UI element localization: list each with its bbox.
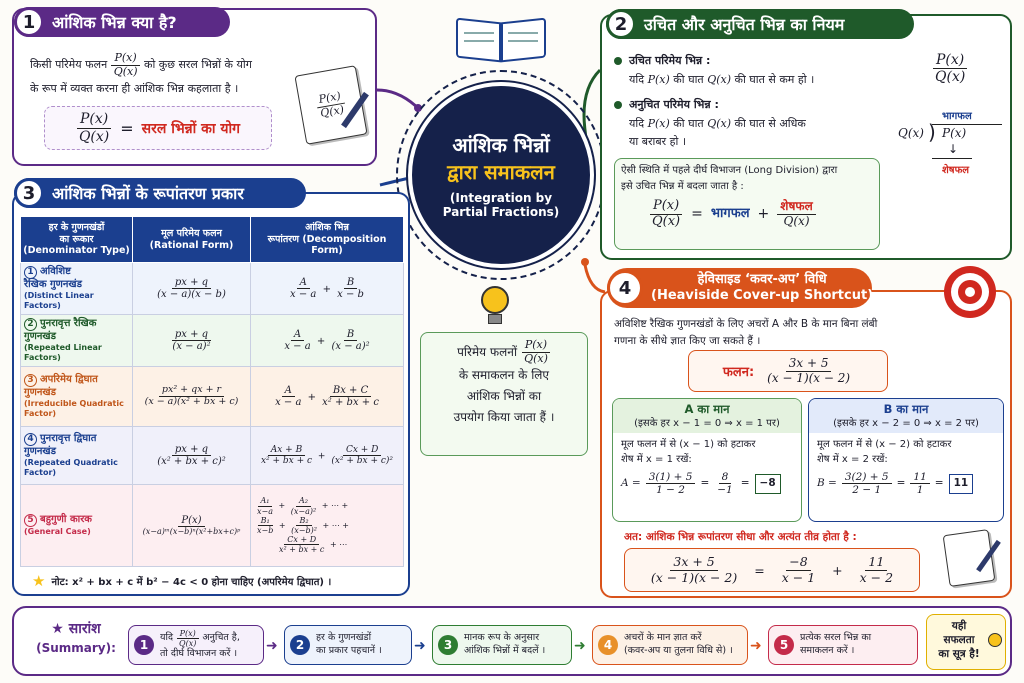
division-divisor: Q(x)	[898, 126, 924, 140]
step-text: मानक रूप के अनुसार	[464, 632, 540, 644]
header-text: मूल परिमेय फलन	[161, 228, 222, 240]
numerator: px + q	[172, 277, 211, 290]
header-text: का रूकार	[59, 233, 94, 245]
denominator: Q(x)	[113, 64, 138, 78]
label-line: रैखिक गुणनखंड	[24, 279, 82, 291]
decomposition-table	[20, 216, 404, 567]
improper-text-c: की घात से अधिक	[734, 116, 806, 130]
ellipsis: + ⋯ +	[322, 521, 349, 530]
summary-step-1	[128, 625, 264, 665]
target-icon	[944, 266, 996, 318]
numerator: 3x + 5	[670, 555, 717, 570]
step-number: 3	[438, 635, 458, 655]
denominator: Q(x)	[652, 213, 681, 229]
section-2-title	[606, 9, 914, 39]
rational-form-cell	[133, 485, 251, 567]
denominator: −1	[717, 484, 733, 497]
motto-box	[926, 614, 1006, 670]
lightbulb-icon	[478, 284, 512, 328]
value-b-subtitle: (इसके हर x − 2 = 0 ⇒ x = 2 पर)	[833, 418, 979, 430]
value-a-instruction-2: शेष में x = 1 रखें:	[621, 454, 692, 466]
improper-heading: अनुचित परिमेय भिन्न :	[629, 98, 719, 111]
summary-step-2	[284, 625, 412, 665]
numerator: Cx + D	[284, 535, 319, 545]
denominator: x − a	[275, 397, 302, 408]
denominator: (x−a)²	[290, 506, 317, 516]
b-equals: B =	[817, 476, 837, 489]
label-line: गुणनखंड	[24, 446, 56, 458]
header-denominator-type	[21, 217, 133, 263]
numerator: A	[297, 277, 310, 290]
numerator: A₁	[258, 496, 273, 506]
plus-sign: +	[757, 206, 770, 223]
numerator: P(x)	[177, 629, 199, 639]
numerator: B	[344, 329, 357, 342]
ellipsis: + ⋯ +	[321, 501, 349, 511]
denominator: (x² + bx + c)²	[331, 456, 394, 466]
numerator: P(x)	[933, 52, 967, 69]
denominator: x − 1	[781, 569, 816, 585]
center-info-line-2: के समाकलन के लिए	[458, 368, 550, 383]
note-line-2: इसे उचित भिन्न में बदला जाता है :	[621, 181, 744, 192]
arrow-icon: ➜	[750, 638, 762, 654]
label-line: गुणनखंड	[24, 331, 56, 343]
arrow-icon: ➜	[266, 638, 278, 654]
numerator: B	[344, 277, 357, 290]
section-4-title-english: (Heaviside Cover-up Shortcut)	[651, 288, 874, 303]
step-number: 4	[598, 635, 618, 655]
english-title-line-1: (Integration by	[449, 191, 553, 205]
step-text: अचरों के मान ज्ञात करें	[624, 632, 702, 644]
numerator: B₁	[258, 516, 273, 526]
value-b-instruction-1: मूल फलन में से (x − 2) को हटाकर	[817, 439, 952, 451]
proper-rule	[614, 52, 874, 89]
summary-label	[26, 620, 126, 656]
numerator: A	[282, 385, 295, 398]
header-text: (Rational Form)	[149, 239, 234, 251]
function-label: फलन:	[722, 365, 755, 380]
row-label	[21, 367, 133, 427]
denominator: (x² + bx + c)²	[157, 456, 226, 467]
section-1-title	[14, 7, 230, 37]
improper-text-d: या बराबर हो ।	[629, 135, 686, 149]
value-a-box: A का मान (इसके हर x − 1 = 0 ⇒ x = 1 पर) मूल फलन में से (x − 1) को हटाकर शेष में x = 1 रखें: A = $\frac{3(1) + 5}{1 - 2}$ = $\frac{8}{-1}$ = −8	[612, 398, 802, 522]
denominator: (x − 1)(x − 2)	[650, 569, 738, 585]
summary-step-5	[768, 625, 918, 665]
rational-form-cell	[133, 263, 251, 315]
center-info-line-3: आंशिक भिन्नों का	[466, 389, 542, 404]
denominator: 2 − 1	[852, 484, 882, 497]
p-over-q-display	[932, 52, 968, 85]
denominator: (x − a)²	[331, 341, 370, 352]
denominator: (x − 1)(x − 2)	[767, 370, 851, 385]
label-line: अपरिमेय द्विघात	[40, 374, 98, 386]
motto-line: यही	[951, 620, 967, 632]
value-a-subtitle: (इसके हर x − 1 = 0 ⇒ x = 1 पर)	[634, 418, 780, 430]
plus-sign: +	[322, 283, 331, 295]
decomposition-cell: $\frac{\text{A₁}}{x-a}$ + $\frac{\text{A₂}}{\text{(x−a)²}}$ + ⋯ + $\frac{\text{B₁}}{x-b}$ + $\frac{\text{B₂}}{\text{(x−b)²}}$ + ⋯ + $\frac{Cx + D}{\text{x² + bx + c}}$ + ⋯	[251, 485, 404, 567]
denominator: (x−a)ᵐ(x−b)ⁿ(x²+bx+c)ᵖ	[142, 527, 241, 537]
decomposition-cell	[251, 315, 404, 367]
english-title-line-2: Partial Fractions)	[442, 205, 560, 219]
numerator: P(x)	[522, 339, 550, 353]
denominator: x − a	[290, 289, 317, 300]
arrow-icon: ➜	[574, 638, 586, 654]
label-line: पुनरावृत्त द्विघात	[40, 433, 97, 445]
definition-part-b: को कुछ सरल भिन्नों के योग	[144, 58, 252, 72]
p-over-q	[76, 111, 112, 144]
section-1-number: 1	[14, 7, 44, 37]
main-title-line-2: द्वारा समाकलन	[447, 160, 555, 184]
denominator: Q(x)	[524, 351, 548, 365]
numerator: P(x)	[77, 111, 111, 128]
step-number: 2	[290, 635, 310, 655]
decomposition-cell	[251, 263, 404, 315]
label-line: बहुगुणी कारक	[40, 514, 92, 526]
quotient-text: भागफल	[710, 206, 750, 222]
label-line: गुणनखंड	[24, 387, 56, 399]
table-header-row	[21, 217, 404, 263]
remainder-text: शेषफल	[777, 200, 815, 215]
star-icon: ★	[32, 572, 46, 590]
improper-rule	[614, 96, 874, 152]
numerator: −8	[786, 555, 810, 570]
definition-text	[30, 52, 252, 100]
definition-part-c: के रूप में व्यक्त करना ही आंशिक भिन्न कहलाता है ।	[30, 82, 239, 96]
function-box	[688, 350, 888, 392]
row-label	[21, 485, 133, 567]
rational-form-cell	[133, 427, 251, 485]
division-dividend: P(x)	[942, 126, 967, 140]
qx: Q(x)	[707, 116, 732, 130]
simple-fractions-sum: सरल भिन्नों का योग	[141, 120, 241, 137]
header-rational-form	[133, 217, 251, 263]
denominator: x − b	[337, 289, 364, 300]
denominator: Q(x)	[935, 69, 966, 86]
label-line: पुनरावृत्त रैखिक	[40, 318, 97, 330]
table-note	[32, 572, 331, 590]
numerator: 8	[719, 471, 732, 484]
center-fraction	[521, 339, 551, 365]
equals-sign: =	[691, 206, 703, 223]
denominator: Q(x)	[179, 639, 197, 649]
label-english: (Irreducible Quadratic Factor)	[24, 399, 124, 418]
section-3-number: 3	[14, 178, 44, 208]
summary-step-4	[592, 625, 748, 665]
final-result-box	[624, 548, 920, 592]
step-text: यदि	[160, 632, 174, 644]
label-line: अविशिष्ट	[40, 266, 72, 278]
table-row	[21, 427, 404, 485]
row-number: 2	[24, 318, 37, 331]
summary-title: सारांश	[68, 621, 101, 637]
value-a-instruction-1: मूल फलन में से (x − 1) को हटाकर	[621, 439, 756, 451]
denominator: x² + bx + c	[322, 397, 379, 408]
section-4-number: 4	[607, 270, 643, 306]
denominator: (x − a)(x − b)	[157, 289, 226, 300]
header-text: हर के गुणनखंडों	[48, 222, 105, 234]
plus-sign: +	[307, 391, 316, 403]
summary-step-3	[432, 625, 572, 665]
conclusion-text: अत: आंशिक भिन्न रूपांतरण सीधा और अत्यंत तीव्र होता है :	[624, 531, 857, 543]
improper-text-a: यदि	[629, 116, 645, 130]
rational-form-cell	[133, 315, 251, 367]
section-4-title-text: हेविसाइड ‘कवर-अप’ विधि	[697, 271, 827, 287]
denominator: x² + bx + c	[260, 456, 313, 466]
section-3-panel	[12, 192, 410, 596]
header-text: (Denominator Type)	[23, 245, 130, 257]
proper-text-c: की घात से कम हो ।	[734, 72, 815, 86]
motto-line: सफलता	[943, 634, 975, 647]
proper-heading: उचित परिमेय भिन्न :	[629, 54, 711, 67]
plus-sign: +	[317, 451, 326, 461]
definition-formula-box	[44, 106, 272, 150]
plus-sign: +	[316, 335, 326, 347]
denominator: (x − a)(x² + bx + c)	[144, 396, 239, 407]
value-b-result: 11	[949, 474, 974, 494]
notepad-fraction	[314, 89, 348, 120]
improper-text-b: की घात	[673, 116, 704, 130]
numerator: 11	[865, 555, 887, 570]
label-english: (Repeated Quadratic Factor)	[24, 458, 118, 477]
intro-line-2: गणना के सीधे ज्ञात किए जा सकते हैं ।	[614, 334, 761, 347]
row-label	[21, 427, 133, 485]
value-b-box: B का मान (इसके हर x − 2 = 0 ⇒ x = 2 पर) मूल फलन में से (x − 2) को हटाकर शेष में x = 2 रखें: B = $\frac{3(2) + 5}{2 - 1}$ = $\frac{11}{1}$ = 11	[808, 398, 1004, 522]
denominator: Q(x)	[783, 213, 810, 228]
long-division-diagram: भागफल Q(x) ) P(x) ↓ शेषफल	[898, 108, 1006, 180]
section-4-panel	[600, 290, 1012, 598]
numerator: 3(1) + 5	[646, 471, 696, 484]
numerator: B₂	[296, 516, 311, 526]
down-arrow-icon: ↓	[948, 142, 959, 156]
note-text: नोट: x² + bx + c में b² − 4c < 0 होना चाहिए (अपरिमेय द्विघात) ।	[51, 577, 332, 588]
row-number: 3	[24, 374, 37, 387]
row-number: 5	[24, 514, 37, 527]
step-text: अनुचित है,	[202, 632, 240, 644]
numerator: px² + qx + r	[159, 385, 224, 397]
row-number: 4	[24, 433, 37, 446]
numerator: 3x + 5	[786, 357, 832, 372]
denominator: x² + bx + c	[279, 545, 325, 555]
division-quotient-label: भागफल	[942, 111, 972, 122]
row-label	[21, 263, 133, 315]
decomposition-cell	[251, 367, 404, 427]
center-info-box	[420, 332, 588, 456]
numerator: A₂	[296, 496, 311, 506]
denominator: x−b	[257, 526, 274, 535]
step-text: (कवर-अप या तुलना विधि से) ।	[624, 645, 733, 656]
denominator: Q(x)	[78, 128, 110, 145]
value-b-title: B का मान	[883, 402, 929, 416]
step-number: 5	[774, 635, 794, 655]
section-3-title	[14, 178, 306, 208]
step-text: का प्रकार पहचानें ।	[316, 645, 382, 656]
p-over-q-inline	[111, 52, 141, 78]
section-1-title-text: आंशिक भिन्न क्या है?	[52, 13, 177, 32]
plus-sign: +	[832, 562, 843, 578]
numerator: Bx + C	[330, 385, 371, 398]
px: P(x)	[647, 116, 670, 130]
section-4-intro	[614, 316, 1006, 350]
numerator: px + q	[172, 329, 211, 342]
table-row	[21, 263, 404, 315]
summary-title-english: (Summary):	[36, 640, 116, 655]
note-line-1: ऐसी स्थिति में पहले दीर्घ विभाजन (Long Division) द्वारा	[621, 165, 838, 176]
decomposition-cell	[251, 427, 404, 485]
denominator: 1 − 2	[656, 484, 685, 497]
row-label	[21, 315, 133, 367]
ellipsis: + ⋯	[329, 540, 348, 550]
row-number: 1	[24, 266, 37, 279]
motto-line: का सूत्र है!	[938, 648, 980, 661]
header-text: आंशिक भिन्न	[305, 222, 349, 234]
label-english: (Repeated Linear Factors)	[24, 343, 102, 362]
step-text: प्रत्येक सरल भिन्न का	[800, 632, 872, 644]
numerator: px + q	[172, 444, 211, 457]
lightbulb-icon	[988, 633, 1002, 647]
label-english: (Distinct Linear Factors)	[24, 291, 94, 310]
value-a-title: A का मान	[684, 402, 730, 416]
numerator: P(x)	[178, 515, 204, 528]
equals-sign: =	[754, 562, 765, 578]
value-b-instruction-2: शेष में x = 2 रखें:	[817, 454, 888, 466]
table-row	[21, 485, 404, 567]
numerator: Ax + B	[268, 445, 305, 456]
rational-form-cell	[133, 367, 251, 427]
step-text: हर के गुणनखंडों	[316, 632, 372, 644]
section-3-title-text: आंशिक भिन्नों के रूपांतरण प्रकार	[52, 184, 244, 203]
numerator: P(x)	[111, 52, 139, 66]
label-english: (General Case)	[24, 527, 91, 537]
px: P(x)	[647, 72, 670, 86]
arrow-icon: ➜	[414, 638, 426, 654]
denominator: 1	[916, 484, 924, 497]
summary-panel	[12, 606, 1012, 676]
denominator: x − a	[284, 341, 311, 352]
equals-sign: =	[120, 118, 134, 138]
star-icon: ★	[51, 621, 64, 637]
numerator: P(x)	[650, 199, 682, 215]
section-2-number: 2	[606, 9, 636, 39]
division-remainder-label: शेषफल	[942, 165, 970, 176]
section-2-panel	[600, 14, 1012, 260]
header-decomposition-form	[251, 217, 404, 263]
denominator: (x−b)²	[291, 526, 317, 535]
step-number: 1	[134, 635, 154, 655]
step-text: तो दीर्घ विभाजन करें ।	[160, 648, 238, 660]
open-book-icon	[456, 12, 546, 66]
definition-part-a: किसी परिमेय फलन	[30, 58, 108, 72]
numerator: 11	[910, 471, 929, 484]
intro-line-1: अविशिष्ट रैखिक गुणनखंडों के लिए अचरों A और B के मान बिना लंबी	[614, 318, 878, 330]
table-row	[21, 315, 404, 367]
a-equals: A =	[621, 476, 641, 489]
header-text: रूपांतरण (Decomposition Form)	[267, 233, 387, 257]
qx: Q(x)	[707, 72, 732, 86]
section-2-title-text: उचित और अनुचित भिन्न का नियम	[644, 15, 845, 34]
numerator: A	[291, 329, 304, 342]
numerator: Cx + D	[343, 445, 381, 456]
step-text: आंशिक भिन्नों में बदलें ।	[464, 645, 546, 656]
denominator: x − 2	[859, 569, 894, 585]
denominator: x−a	[257, 506, 273, 516]
main-title-line-1: आंशिक भिन्नों	[452, 133, 550, 157]
section-4-title	[607, 268, 872, 308]
main-title-circle	[408, 82, 594, 268]
numerator: 3(2) + 5	[842, 471, 892, 484]
proper-text-a: यदि	[629, 72, 645, 86]
long-division-note-box	[614, 158, 880, 250]
center-info-line-4: उपयोग किया जाता हैं ।	[453, 410, 555, 425]
denominator: (x − a)²	[172, 341, 211, 352]
value-a-result: −8	[755, 474, 781, 494]
table-row	[21, 367, 404, 427]
step-text: समाकलन करें ।	[800, 645, 855, 656]
proper-text-b: की घात	[673, 72, 704, 86]
numerator: P(x)	[315, 90, 345, 108]
center-info-line-1: परिमेय फलनों	[457, 344, 518, 359]
denominator: Q(x)	[319, 102, 345, 120]
